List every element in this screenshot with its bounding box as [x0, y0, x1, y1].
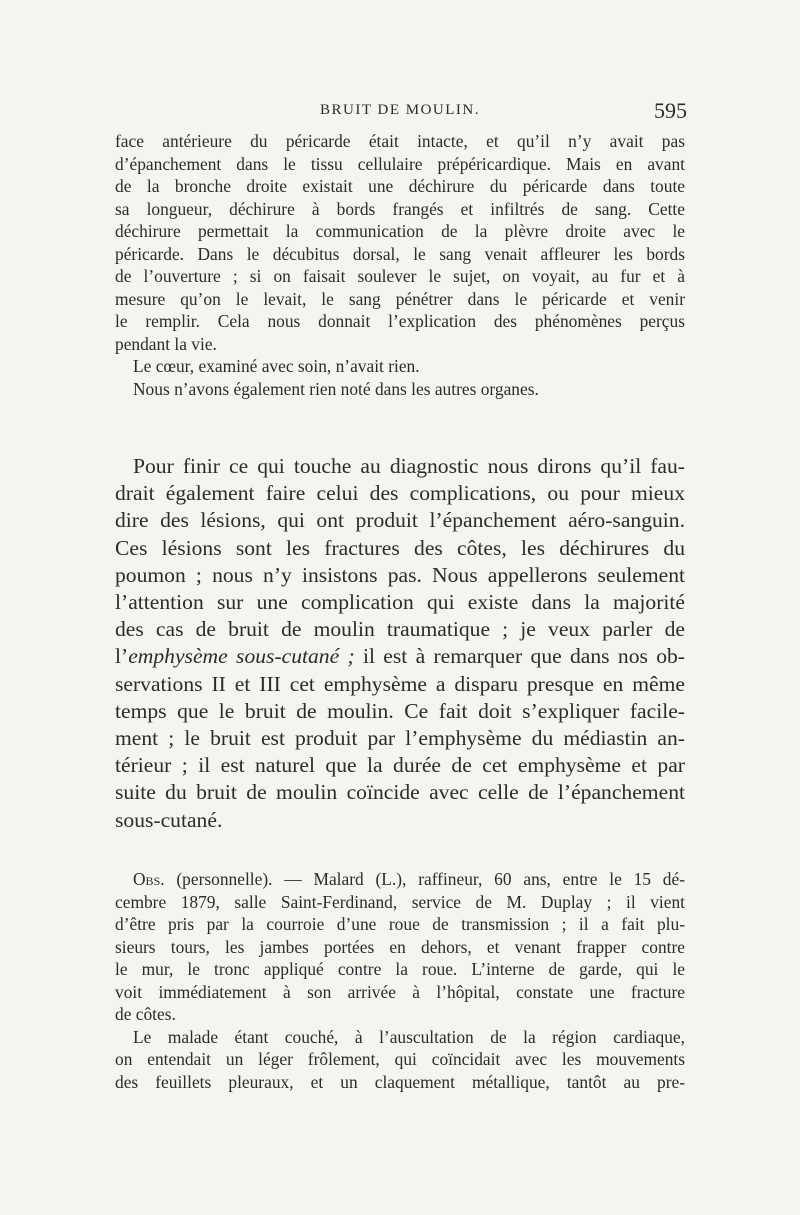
text-line: face antérieure du péricarde était intacte, et qu’il n’y avait pas	[115, 131, 685, 151]
text-line: pendant la vie.	[115, 333, 217, 354]
observation-paragraph	[115, 868, 685, 1093]
text-line: le remplir. Cela nous donnait l’explication des phénomènes perçus	[115, 311, 685, 331]
text-line: servations II et III cet emphysème a disparu presque en même	[115, 671, 685, 696]
text-line: d’épanchement dans le tissu cellulaire prépéricardique. Mais en avant	[115, 153, 685, 174]
text-line: poumon ; nous n’y insistons pas. Nous appellerons seulement	[115, 562, 685, 587]
text-line: de côtes.	[115, 1004, 176, 1024]
obs-label: Obs.	[133, 869, 165, 889]
text-line: Pour finir ce qui touche au diagnostic nous dirons qu’il fau-	[133, 454, 685, 478]
text-line: des cas de bruit de moulin traumatique ; je veux parler de	[115, 617, 685, 642]
text-line: de l’ouverture ; si on faisait soulever le sujet, on voyait, au fur et à	[115, 266, 685, 286]
text-line: mesure qu’on le levait, le sang pénétrer dans le péricarde et venir	[115, 288, 685, 309]
page-number: 595	[654, 98, 687, 123]
diagnosis-paragraph	[115, 453, 685, 834]
text-line: péricarde. Dans le décubitus dorsal, le sang venait affleurer les bords	[115, 243, 685, 264]
text-line: le mur, le tronc appliqué contre la roue. L’interne de garde, qui le	[115, 959, 685, 979]
page-header	[115, 98, 685, 128]
observation-first-line	[115, 868, 685, 891]
text-line: Le malade étant couché, à l’auscultation de la région cardiaque,	[133, 1026, 685, 1047]
line-suffix: il est à remarquer que dans nos ob-	[354, 644, 685, 669]
text-line-emphysema	[115, 643, 685, 670]
obs-first-line-text: (personnelle). — Malard (L.), raffineur, 60 ans, entre le 15 dé-	[164, 869, 685, 889]
autopsy-paragraph	[115, 130, 685, 400]
running-head: BRUIT DE MOULIN.	[320, 102, 480, 118]
text-line: sa longueur, déchirure à bords frangés et infiltrés de sang. Cette	[115, 198, 685, 219]
text-line: dire des lésions, qui ont produit l’épanchement aéro-sanguin.	[115, 508, 685, 533]
text-line: déchirure permettait la communication de la plèvre droite avec le	[115, 221, 685, 241]
text-line: on entendait un léger frôlement, qui coïncidait avec les mouvements	[115, 1049, 685, 1069]
text-line: cembre 1879, salle Saint-Ferdinand, service de M. Duplay ; il vient	[115, 891, 685, 912]
text-line: temps que le bruit de moulin. Ce fait doit s’expliquer facile-	[115, 698, 685, 723]
line-prefix: l’	[115, 644, 129, 669]
text-line: des feuillets pleuraux, et un claquement métallique, tantôt au pre-	[115, 1071, 685, 1092]
text-line: l’attention sur une complication qui existe dans la majorité	[115, 590, 685, 615]
text-line: sous-cutané.	[115, 807, 223, 832]
text-line: térieur ; il est naturel que la durée de cet emphysème et par	[115, 753, 685, 778]
text-line: d’être pris par la courroie d’une roue de transmission ; il a fait plu-	[115, 914, 685, 934]
italic-term: emphysème sous-cutané ;	[128, 644, 355, 669]
text-line: suite du bruit de moulin coïncide avec celle de l’épanchement	[115, 780, 685, 805]
text-line: voit immédiatement à son arrivée à l’hôpital, constate une fracture	[115, 981, 685, 1002]
organs-paragraph: Nous n’avons également rien noté dans les autres organes.	[133, 378, 539, 399]
text-line: drait également faire celui des complications, ou pour mieux	[115, 481, 685, 506]
heart-paragraph: Le cœur, examiné avec soin, n’avait rien.	[133, 356, 420, 376]
text-line: sieurs tours, les jambes portées en dehors, et venant frapper contre	[115, 936, 685, 957]
text-line: de la bronche droite existait une déchirure du péricarde dans toute	[115, 176, 685, 196]
text-line: Ces lésions sont les fractures des côtes, les déchirures du	[115, 535, 685, 560]
text-line: ment ; le bruit est produit par l’emphysème du médiastin an-	[115, 726, 685, 751]
